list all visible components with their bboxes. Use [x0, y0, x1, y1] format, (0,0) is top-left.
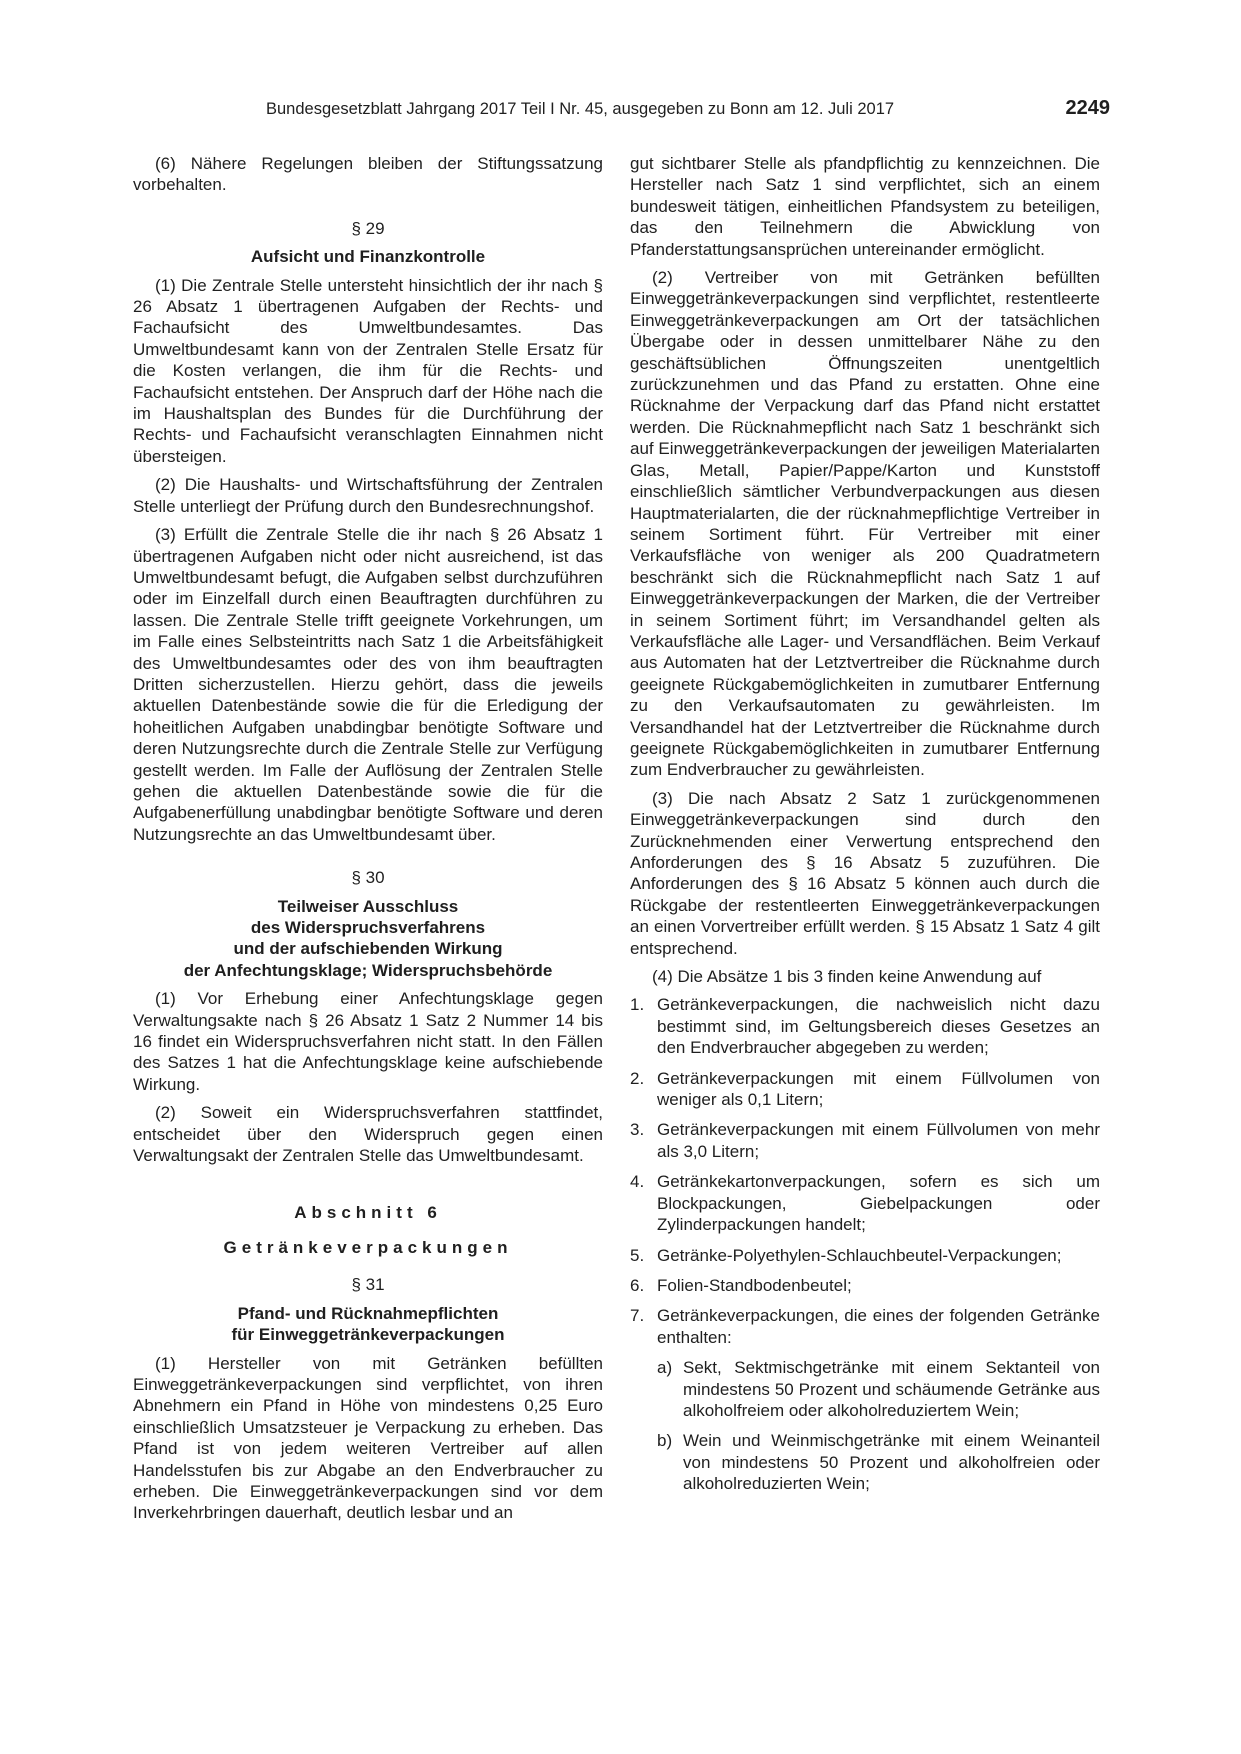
list-item: [630, 1275, 1100, 1296]
sub-list-item: [630, 1430, 1100, 1494]
section-title: [133, 896, 603, 982]
list-item-text: Getränkeverpackungen mit einem Füllvolumen von mehr als 3,0 Litern;: [657, 1120, 1100, 1161]
section-title-line: und der aufschiebenden Wirkung: [233, 939, 503, 959]
exemption-list: [630, 994, 1100, 1494]
list-item: [630, 994, 1100, 1058]
section-number: § 29: [351, 218, 385, 238]
list-item: [630, 1245, 1100, 1266]
list-number: 5.: [630, 1245, 645, 1265]
list-item-text: Getränkeverpackungen mit einem Füllvolumen von weniger als 0,1 Litern;: [657, 1068, 1100, 1110]
list-item: [630, 1068, 1100, 1111]
paragraph: (3) Die nach Absatz 2 Satz 1 zurückgenommenen Einweggetränkeverpackungen sind durch den Zurücknehmenden einer Verwertung entsprechend den Anforderungen des § 16 Absatz 5 zuzuführen. Die Anforderungen des § 16 Absatz 5 können auch durch die Rückgabe der restentleerten Einweggetränkeverpackungen an einen Vorvertreiber erfüllt werden. § 15 Absatz 1 Satz 4 gilt entsprechend.: [630, 788, 1100, 958]
list-number: 6.: [630, 1275, 645, 1295]
list-number: 3.: [630, 1120, 645, 1140]
sub-list-letter: b): [657, 1431, 673, 1451]
right-column: [630, 153, 1100, 1504]
sub-list-item-text: Wein und Weinmischgetränke mit einem Weinanteil von mindestens 50 Prozent und alkoholfreien oder alkoholreduzierten Wein;: [683, 1431, 1100, 1494]
paragraph: (1) Hersteller von mit Getränken befüllten Einweggetränkeverpackungen sind verpflichtet, von ihren Abnehmern ein Pfand in Höhe von mindestens 0,25 Euro einschließlich Umsatzsteuer je Verpackung zu erheben. Das Pfand ist von jedem weiteren Vertreiber auf allen Handelsstufen bis zur Abgabe an den Endverbraucher zu erheben. Die Einweggetränkeverpackungen sind vor dem Inverkehrbringen dauerhaft, deutlich lesbar und an: [133, 1353, 603, 1523]
page-header: [133, 97, 1110, 124]
list-item: [630, 1119, 1100, 1162]
list-number: 7.: [630, 1306, 645, 1326]
paragraph: (2) Die Haushalts- und Wirtschaftsführung der Zentralen Stelle unterliegt der Prüfung durch den Bundesrechnungshof.: [133, 475, 603, 516]
section-title-line: des Widerspruchsverfahrens: [250, 918, 486, 937]
paragraph: (2) Soweit ein Widerspruchsverfahren stattfindet, entscheidet über den Widerspruch gegen einen Verwaltungsakt der Zentralen Stelle das Umweltbundesamt.: [133, 1103, 603, 1166]
list-number: 1.: [630, 995, 645, 1015]
paragraph: (2) Vertreiber von mit Getränken befüllten Einweggetränkeverpackungen sind verpflichtet, restentleerte Einweggetränkeverpackungen am Ort der tatsächlichen Übergabe oder in dessen unmittelbarer Nähe zu den geschäftsüblichen Öffnungszeiten unentgeltlich zurückzunehmen und das Pfand zu erstatten. Ohne eine Rücknahme der Verpackung darf das Pfand nicht erstattet werden. Die Rücknahmepflicht nach Satz 1 beschränkt sich auf Einweggetränkeverpackungen der jeweiligen Materialarten Glas, Metall, Papier/Pappe/Karton und Kunststoff einschließlich sämtlicher Verbundverpackungen aus diesen Hauptmaterialarten, die der rücknahmepflichtige Vertreiber in seinem Sortiment führt. Für Vertreiber mit einer Verkaufsfläche von weniger als 200 Quadratmetern beschränkt sich die Rücknahmepflicht nach Satz 1 auf Einweggetränkeverpackungen der Marken, die der Vertreiber in seinem Sortiment führt; im Versandhandel gelten als Verkaufsfläche alle Lager- und Versandflächen. Beim Verkauf aus Automaten hat der Letztvertreiber die Rücknahme durch geeignete Rückgabemöglichkeiten in zumutbarer Entfernung zu den Verkaufsautomaten zu gewährleisten. Im Versandhandel hat der Letztvertreiber die Rücknahme durch geeignete Rückgabemöglichkeiten in zumutbarer Entfernung zum Endverbraucher zu gewährleisten.: [630, 268, 1100, 780]
left-column: [133, 153, 603, 1531]
list-item: [630, 1171, 1100, 1235]
chapter-heading: Abschnitt 6: [294, 1203, 442, 1223]
paragraph: (6) Nähere Regelungen bleiben der Stiftungssatzung vorbehalten.: [133, 154, 603, 195]
sub-list-item-text: Sekt, Sektmischgetränke mit einem Sektanteil von mindestens 50 Prozent und schäumende Getränke aus alkoholfreiem oder alkoholreduziertem Wein;: [683, 1358, 1100, 1420]
section-title: Aufsicht und Finanzkontrolle: [250, 247, 486, 267]
list-item-text: Getränke-Polyethylen-Schlauchbeutel-Verpackungen;: [657, 1245, 1062, 1265]
section-title-line: für Einweggetränkeverpackungen: [231, 1325, 505, 1345]
section-title-line: der Anfechtungsklage; Widerspruchsbehörde: [183, 960, 553, 980]
list-number: 4.: [630, 1172, 645, 1192]
section-number: § 30: [351, 868, 385, 888]
paragraph: (1) Vor Erhebung einer Anfechtungsklage gegen Verwaltungsakte nach § 26 Absatz 1 Satz 2 Nummer 14 bis 16 findet ein Widerspruchsverfahren nicht statt. In den Fällen des Satzes 1 hat die Anfechtungsklage keine aufschiebende Wirkung.: [133, 989, 603, 1094]
list-item-text: Folien-Standbodenbeutel;: [657, 1275, 852, 1295]
chapter-title: Getränkeverpackungen: [223, 1237, 513, 1257]
page-number: 2249: [1065, 97, 1110, 119]
list-item-text: Getränkeverpackungen, die eines der folgenden Getränke enthalten:: [657, 1306, 1100, 1347]
list-item-text: Getränkeverpackungen, die nachweislich nicht dazu bestimmt sind, im Geltungsbereich dieses Gesetzes an den Endverbraucher abgegeben zu werden;: [657, 995, 1100, 1058]
paragraph: (4) Die Absätze 1 bis 3 finden keine Anwendung auf: [652, 967, 1042, 987]
list-number: 2.: [630, 1068, 645, 1088]
list-item-text: Getränkekartonverpackungen, sofern es sich um Blockpackungen, Giebelpackungen oder Zylinderpackungen handelt;: [657, 1172, 1100, 1235]
sub-list-item: [630, 1357, 1100, 1421]
section-title-line: Pfand- und Rücknahmepflichten: [237, 1303, 499, 1323]
paragraph: (1) Die Zentrale Stelle untersteht hinsichtlich der ihr nach § 26 Absatz 1 übertragenen Aufgaben der Rechts- und Fachaufsicht des Umweltbundesamtes. Das Umweltbundesamt kann von der Zentralen Stelle Ersatz für die Kosten verlangen, die ihm für die Rechts- und Fachaufsicht entstehen. Der Anspruch darf der Höhe nach die im Haushaltsplan des Bundes für die Durchführung der Rechts- und Fachaufsicht veranschlagten Einnahmen nicht übersteigen.: [133, 275, 603, 466]
sub-list-letter: a): [657, 1358, 673, 1378]
list-item: [630, 1305, 1100, 1348]
paragraph: gut sichtbarer Stelle als pfandpflichtig zu kennzeichnen. Die Hersteller nach Satz 1 sind verpflichtet, sich an einem bundesweit tätigen, einheitlichen Pfandsystem zu beteiligen, das den Teilnehmern die Abwicklung von Pfanderstattungsansprüchen untereinander ermöglicht.: [630, 154, 1100, 259]
section-title: [133, 1303, 603, 1346]
section-title-line: Teilweiser Ausschluss: [277, 896, 459, 916]
section-number: § 31: [351, 1275, 385, 1295]
publication-title: Bundesgesetzblatt Jahrgang 2017 Teil I Nr. 45, ausgegeben zu Bonn am 12. Juli 2017: [266, 100, 895, 118]
paragraph: (3) Erfüllt die Zentrale Stelle die ihr nach § 26 Absatz 1 übertragenen Aufgaben nicht oder nicht ausreichend, ist das Umweltbundesamt befugt, die Aufgaben selbst durchzuführen oder im Einzelfall durch einen Beauftragten durchführen zu lassen. Die Zentrale Stelle trifft geeignete Vorkehrungen, um im Falle eines Selbsteintritts nach Satz 1 die Arbeitsfähigkeit des Umweltbundesamtes oder des von ihm beauftragten Dritten sicherzustellen. Hierzu gehört, dass die jeweils aktuellen Datenbestände sowie die für die Erledigung der hoheitlichen Aufgaben unabdingbar benötigte Software und deren Nutzungsrechte durch die Zentrale Stelle zur Verfügung gestellt werden. Im Falle der Auflösung der Zentralen Stelle gehen die aktuellen Datenbestände sowie die für die Aufgabenerfüllung unabdingbar benötigte Software und deren Nutzungsrechte an das Umweltbundesamt über.: [133, 525, 603, 844]
